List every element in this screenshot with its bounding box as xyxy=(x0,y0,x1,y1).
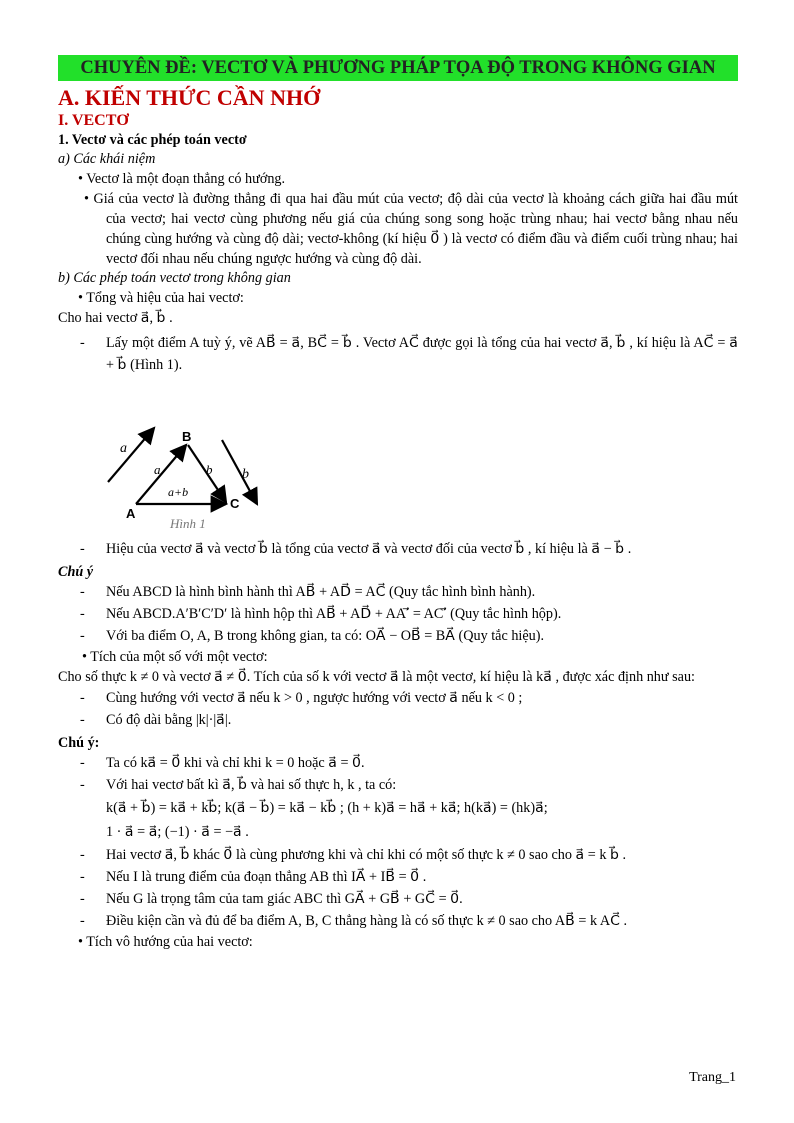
document-title: CHUYÊN ĐỀ: VECTƠ VÀ PHƯƠNG PHÁP TỌA ĐỘ TRONG KHÔNG GIAN xyxy=(58,55,738,81)
note-2-item: - Nếu G là trọng tâm của tam giác ABC thì GA⃗ + GB⃗ + GC⃗ = 0⃗. xyxy=(58,888,738,910)
note-1-item: - Nếu ABCD.A′B′C′D′ là hình hộp thì AB⃗ + AD⃗ + AA′⃗ = AC′⃗ (Quy tắc hình hộp). xyxy=(58,603,738,625)
label-sum: a+b xyxy=(168,485,189,499)
note-2-item: - Hai vectơ a⃗, b⃗ khác 0⃗ là cùng phương khi và chỉ khi có một số thực k ≠ 0 sao cho a⃗ = k b⃗ . xyxy=(58,844,738,866)
scalar-definition: Cho số thực k ≠ 0 và vectơ a⃗ ≠ 0⃗. Tích của số k với vectơ a⃗ là một vectơ, kí hiệu là ka⃗ , được xác định như sau: xyxy=(58,669,695,685)
vector-a-arrow xyxy=(108,428,154,482)
label-a-free: a xyxy=(120,441,127,456)
scalar-heading: • Tích của một số với một vectơ: xyxy=(82,649,268,665)
note-2-item: - Điều kiện cần và đủ để ba điểm A, B, C thẳng hàng là có số thực k ≠ 0 sao cho AB⃗ = k AC⃗ . xyxy=(58,910,738,932)
vector-b-arrow xyxy=(222,440,257,504)
sum-definition: - Lấy một điểm A tuỳ ý, vẽ AB⃗ = a⃗, BC⃗ = b⃗ . Vectơ AC⃗ được gọi là tổng của hai vectơ a⃗, b⃗ , kí hiệu là AC⃗ = a⃗ + b⃗ (Hình 1). xyxy=(58,332,738,376)
note-2-item: - Với hai vectơ bất kì a⃗, b⃗ và hai số thực h, k , ta có: xyxy=(58,774,738,796)
subsection-heading: 1. Vectơ và các phép toán vectơ xyxy=(58,132,247,148)
note-2-item: - Nếu I là trung điểm của đoạn thẳng AB thì IA⃗ + IB⃗ = 0⃗ . xyxy=(58,866,738,888)
scalar-item: - Cùng hướng với vectơ a⃗ nếu k > 0 , ngược hướng với vectơ a⃗ nếu k < 0 ; xyxy=(58,687,738,709)
section-heading-a: A. KIẾN THỨC CẦN NHỚ xyxy=(58,85,321,110)
note-1-item: - Nếu ABCD là hình bình hành thì AB⃗ + AD⃗ = AC⃗ (Quy tắc hình bình hành). xyxy=(58,581,738,603)
sum-diff-heading: • Tổng và hiệu của hai vectơ: xyxy=(78,290,244,306)
concepts-heading: a) Các khái niệm xyxy=(58,151,156,167)
note-2-title: Chú ý: xyxy=(58,735,100,751)
document-page xyxy=(58,55,738,952)
figure-caption: Hình 1 xyxy=(170,516,206,531)
formula-line: 1 · a⃗ = a⃗; (−1) · a⃗ = −a⃗ . xyxy=(106,824,249,840)
concept-item: • Giá của vectơ là đường thẳng đi qua hai đầu mút của vectơ; độ dài của vectơ là khoảng cách giữa hai đầu mút của vectơ; hai vectơ cùng phương nếu giá của chúng song song hoặc trùng nhau; hai vectơ bằng nhau nếu chúng cùng hướng và cùng độ dài; vectơ-không (kí hiệu 0⃗ ) là vectơ có điểm đầu và điểm cuối trùng nhau; hai vectơ đối nhau nếu chúng ngược hướng và cùng độ dài. xyxy=(84,191,738,267)
label-point-c: C xyxy=(230,496,240,511)
concept-item: • Vectơ là một đoạn thẳng có hướng. xyxy=(78,171,286,187)
formula-line: k(a⃗ + b⃗) = ka⃗ + kb⃗; k(a⃗ − b⃗) = ka⃗ − kb⃗ ; (h + k)a⃗ = ha⃗ + ka⃗; h(ka⃗) = (hk)a⃗; xyxy=(106,800,548,816)
label-b-free: b xyxy=(242,467,249,482)
vector-triangle-diagram xyxy=(102,382,272,521)
operations-heading: b) Các phép toán vectơ trong không gian xyxy=(58,270,291,286)
note-2-item: - Ta có ka⃗ = 0⃗ khi và chỉ khi k = 0 hoặc a⃗ = 0⃗. xyxy=(58,752,738,774)
section-heading-i: I. VECTƠ xyxy=(58,112,129,129)
page-number: Trang_1 xyxy=(689,1070,736,1085)
scalar-item: - Có độ dài bằng |k|·|a⃗|. xyxy=(58,709,738,731)
label-point-b: B xyxy=(182,429,192,444)
given-vectors: Cho hai vectơ a⃗, b⃗ . xyxy=(58,310,173,326)
difference-definition: - Hiệu của vectơ a⃗ và vectơ b⃗ là tổng của vectơ a⃗ và vectơ đối của vectơ b⃗ , kí hiệu là a⃗ − b⃗ . xyxy=(58,538,738,560)
note-1-title: Chú ý xyxy=(58,564,94,580)
note-1-item: - Với ba điểm O, A, B trong không gian, ta có: OA⃗ − OB⃗ = BA⃗ (Quy tắc hiệu). xyxy=(58,625,738,647)
label-point-a: A xyxy=(126,506,136,521)
label-b-side: b xyxy=(206,462,213,477)
label-a-side: a xyxy=(154,462,161,477)
dot-product-heading: • Tích vô hướng của hai vectơ: xyxy=(78,934,253,950)
figure-1 xyxy=(102,382,262,531)
